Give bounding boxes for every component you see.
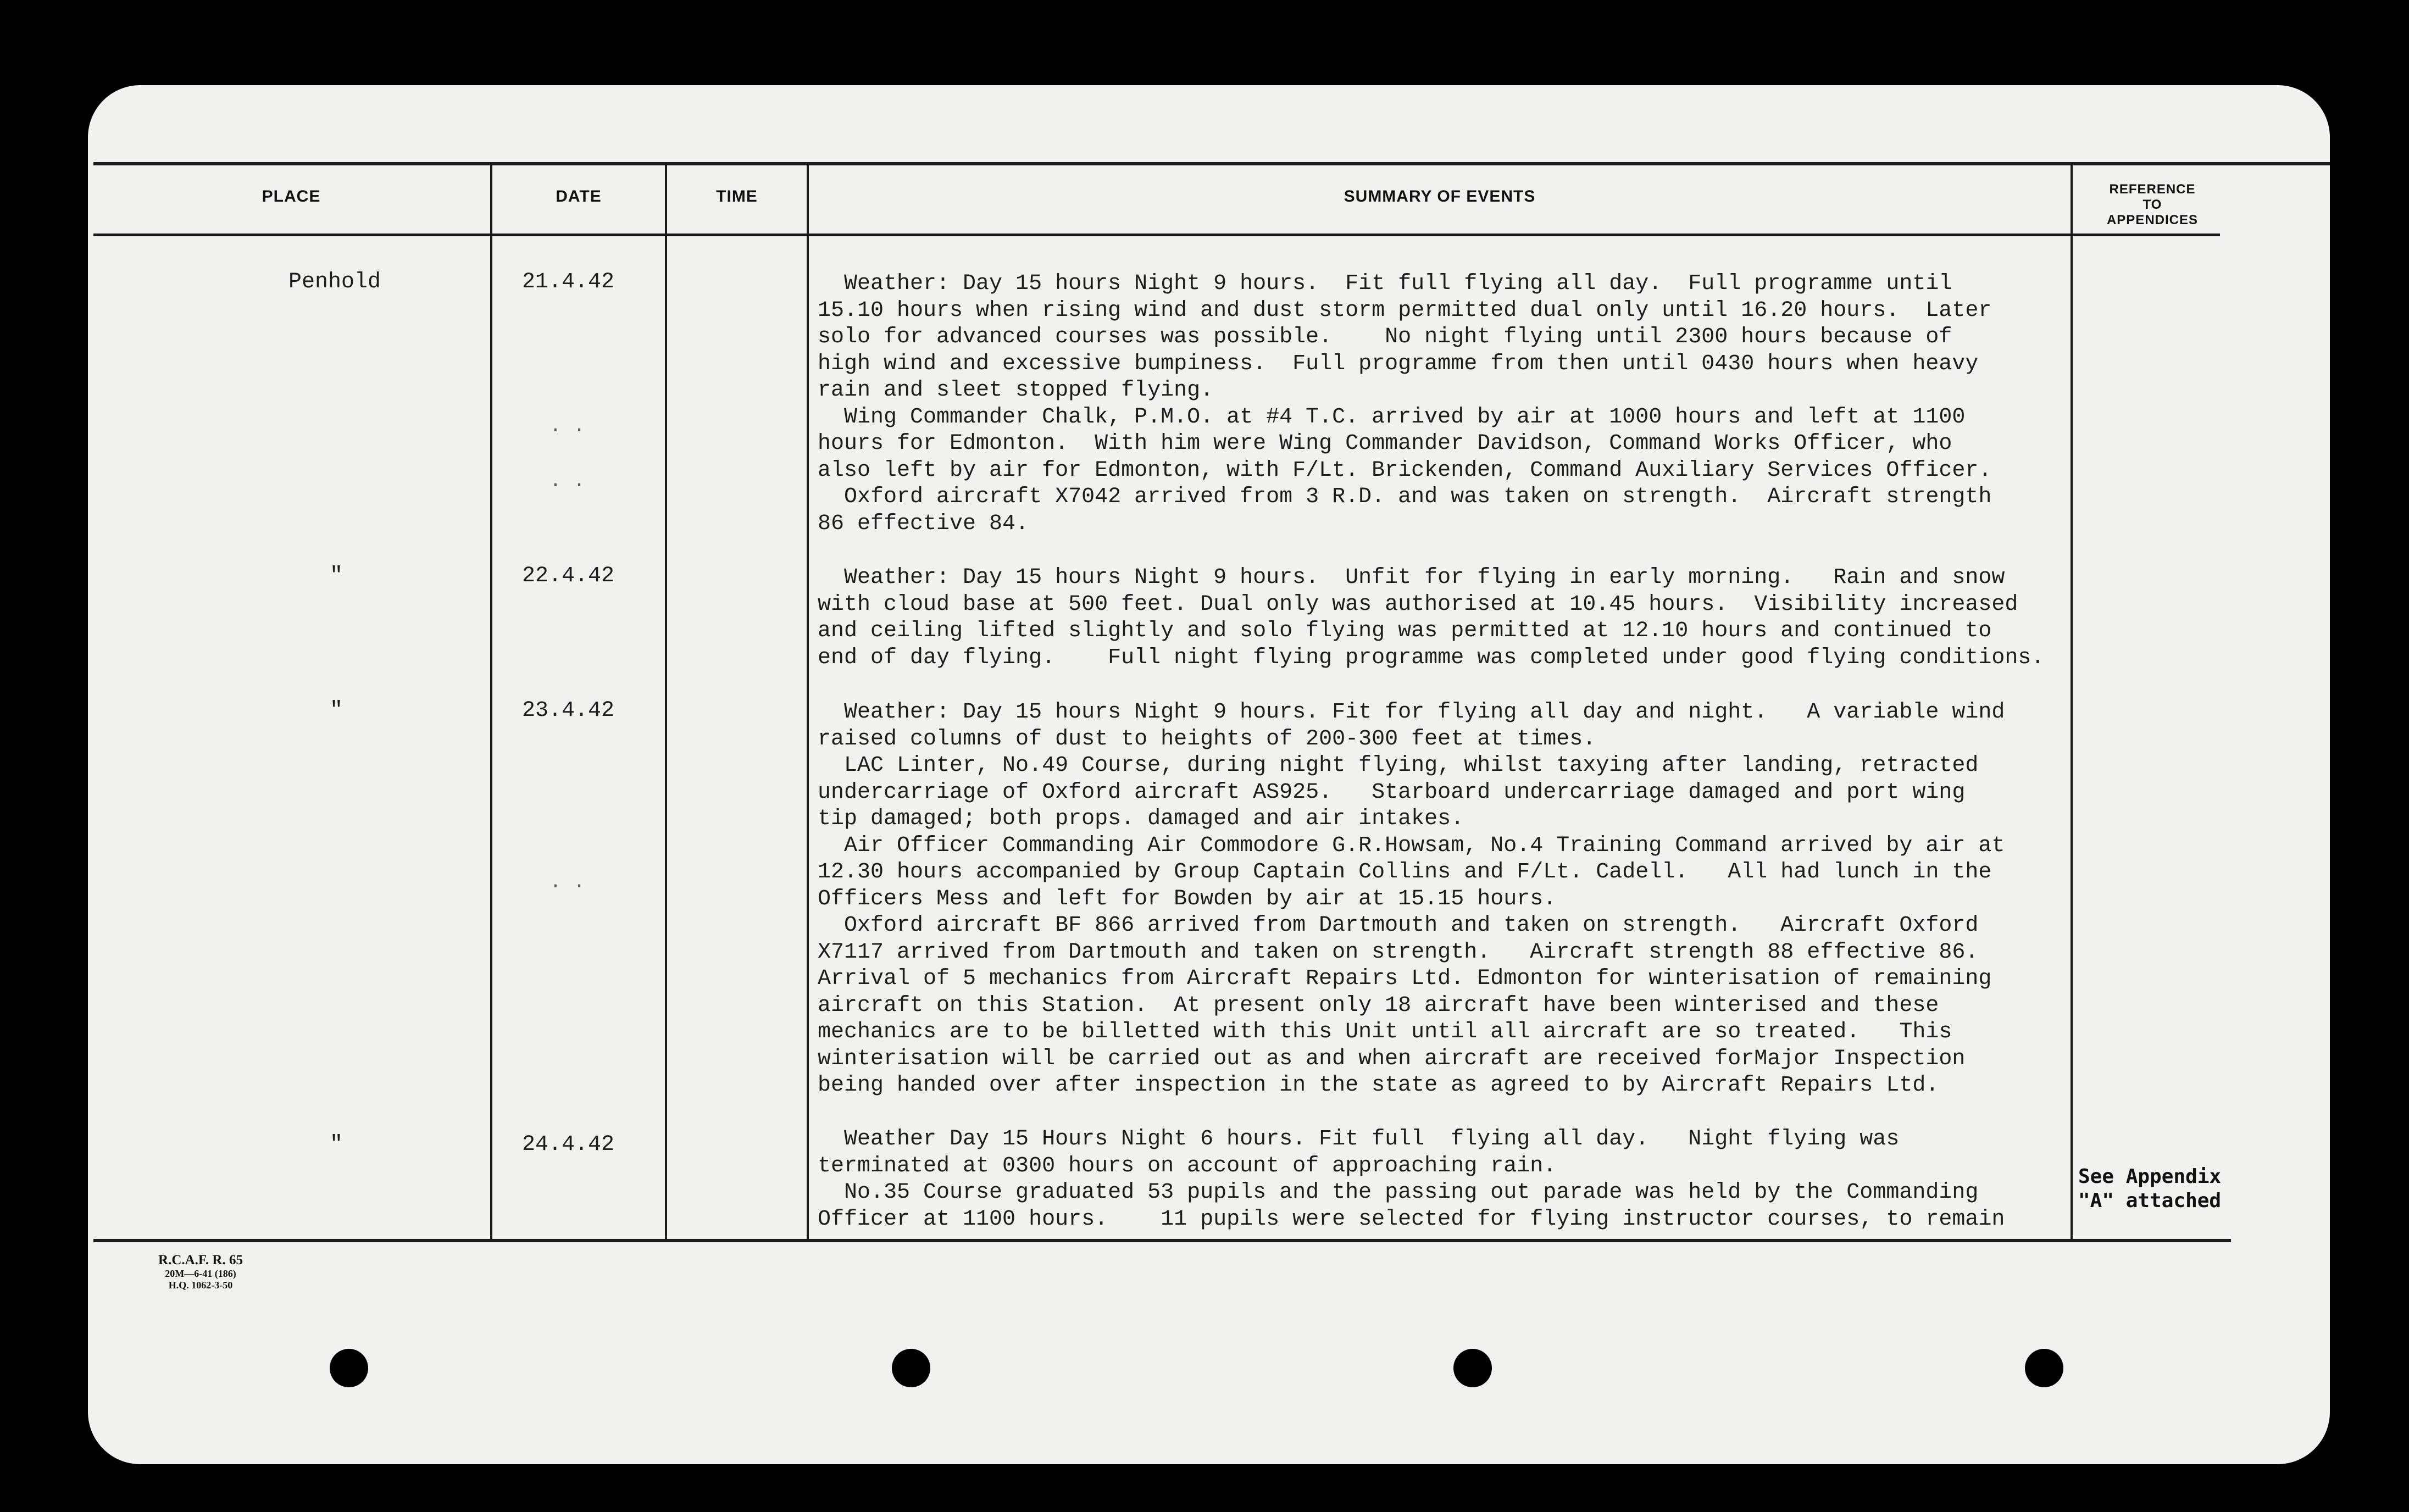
appendix-reference: See Appendix "A" attached [2078, 1165, 2222, 1212]
date-ditto-mark: . . [549, 470, 585, 492]
binder-hole [892, 1349, 930, 1387]
diary-page [88, 85, 2330, 1464]
header-reference [2073, 182, 2232, 228]
form-number-line: 20M—6-41 (186) [165, 1268, 236, 1279]
entry-place: Penhold [288, 270, 381, 294]
header-reference-line: APPENDICES [2106, 213, 2199, 227]
entry-date: 22.4.42 [522, 564, 615, 588]
entry-summary: Weather: Day 15 hours Night 9 hours. Fit full flying all day. Full programme until 15.10 hours when rising wind and dust storm permitted dual only until 16.20 hours. Later solo for advanced courses was possible. No night flying until 2300 hours because of high wind and excessive bumpiness. Full programme from then until 0430 hours when heavy rain and sleet stopped flying. Wing Commander Chalk, P.M.O. at #4 T.C. arrived by air at 1000 hours and left at 1100 hours for Edmonton. With him were Wing Commander Davidson, Command Works Officer, who also left by air for Edmonton, with F/Lt. Brickenden, Command Auxiliary Services Officer. Oxford aircraft X7042 arrived from 3 R.D. and was taken on strength. Aircraft strength 86 effective 84. [818, 271, 1992, 536]
top-rule [93, 162, 2330, 165]
header-place: PLACE [262, 187, 321, 205]
date-ditto-mark: . . [549, 871, 585, 893]
entry-date: 21.4.42 [522, 270, 615, 294]
header-summary: SUMMARY OF EVENTS [1344, 187, 1536, 205]
form-number-line: H.Q. 1062-3-50 [168, 1280, 233, 1291]
bottom-rule [93, 1239, 2231, 1242]
header-date: DATE [556, 187, 602, 205]
binder-hole [330, 1349, 368, 1387]
entry-date: 23.4.42 [522, 698, 615, 723]
date-ditto-mark: . . [549, 415, 585, 437]
entry-place: " [330, 1132, 343, 1157]
column-divider [807, 164, 809, 1241]
entry-summary: Weather: Day 15 hours Night 9 hours. Fit for flying all day and night. A variable wind raised columns of dust to heights of 200-300 feet at times. LAC Linter, No.49 Course, during night flying, whilst taxying after landing, retracted undercarriage of Oxford aircraft AS925. Starboard undercarriage damaged and port wing tip damaged; both props. damaged and air intakes. Air Officer Commanding Air Commodore G.R.Howsam, No.4 Training Command arrived by air at 12.30 hours accompanied by Group Captain Collins and F/Lt. Cadell. All had lunch in the Officers Mess and left for Bowden by air at 15.15 hours. Oxford aircraft BF 866 arrived from Dartmouth and taken on strength. Aircraft Oxford X7117 arrived from Dartmouth and taken on strength. Aircraft strength 88 effective 86. Arrival of 5 mechanics from Aircraft Repairs Ltd. Edmonton for winterisation of remaining aircraft on this Station. At present only 18 aircraft have been winterised and these mechanics are to be billetted with this Unit until all aircraft are so treated. This winterisation will be carried out as and when aircraft are received forMajor Inspection being handed over after inspection in the state as agreed to by Aircraft Repairs Ltd. [818, 700, 2005, 1098]
header-rule [93, 234, 2220, 236]
column-divider [490, 164, 492, 1241]
header-reference-line: TO [2142, 197, 2162, 212]
entry-summary: Weather Day 15 Hours Night 6 hours. Fit full flying all day. Night flying was terminated at 0300 hours on account of approaching rain. No.35 Course graduated 53 pupils and the passing out parade was held by the Commanding Officer at 1100 hours. 11 pupils were selected for flying instructor courses, to remain [818, 1127, 2005, 1232]
entry-date: 24.4.42 [522, 1132, 615, 1157]
entry-summary: Weather: Day 15 hours Night 9 hours. Unfit for flying in early morning. Rain and snow with cloud base at 500 feet. Dual only was authorised at 10.45 hours. Visibility increased and ceiling lifted slightly and solo flying was permitted at 12.10 hours and continued to end of day flying. Full night flying programme was completed under good flying conditions. [818, 565, 2045, 670]
header-time: TIME [716, 187, 758, 205]
binder-hole [2025, 1349, 2063, 1387]
entry-place: " [330, 698, 343, 723]
header-reference-line: REFERENCE [2109, 182, 2196, 197]
entry-place: " [330, 564, 343, 588]
column-divider [2071, 164, 2073, 1241]
form-number [126, 1253, 275, 1291]
form-number-line: R.C.A.F. R. 65 [158, 1253, 243, 1268]
column-divider [665, 164, 667, 1241]
binder-hole [1453, 1349, 1492, 1387]
